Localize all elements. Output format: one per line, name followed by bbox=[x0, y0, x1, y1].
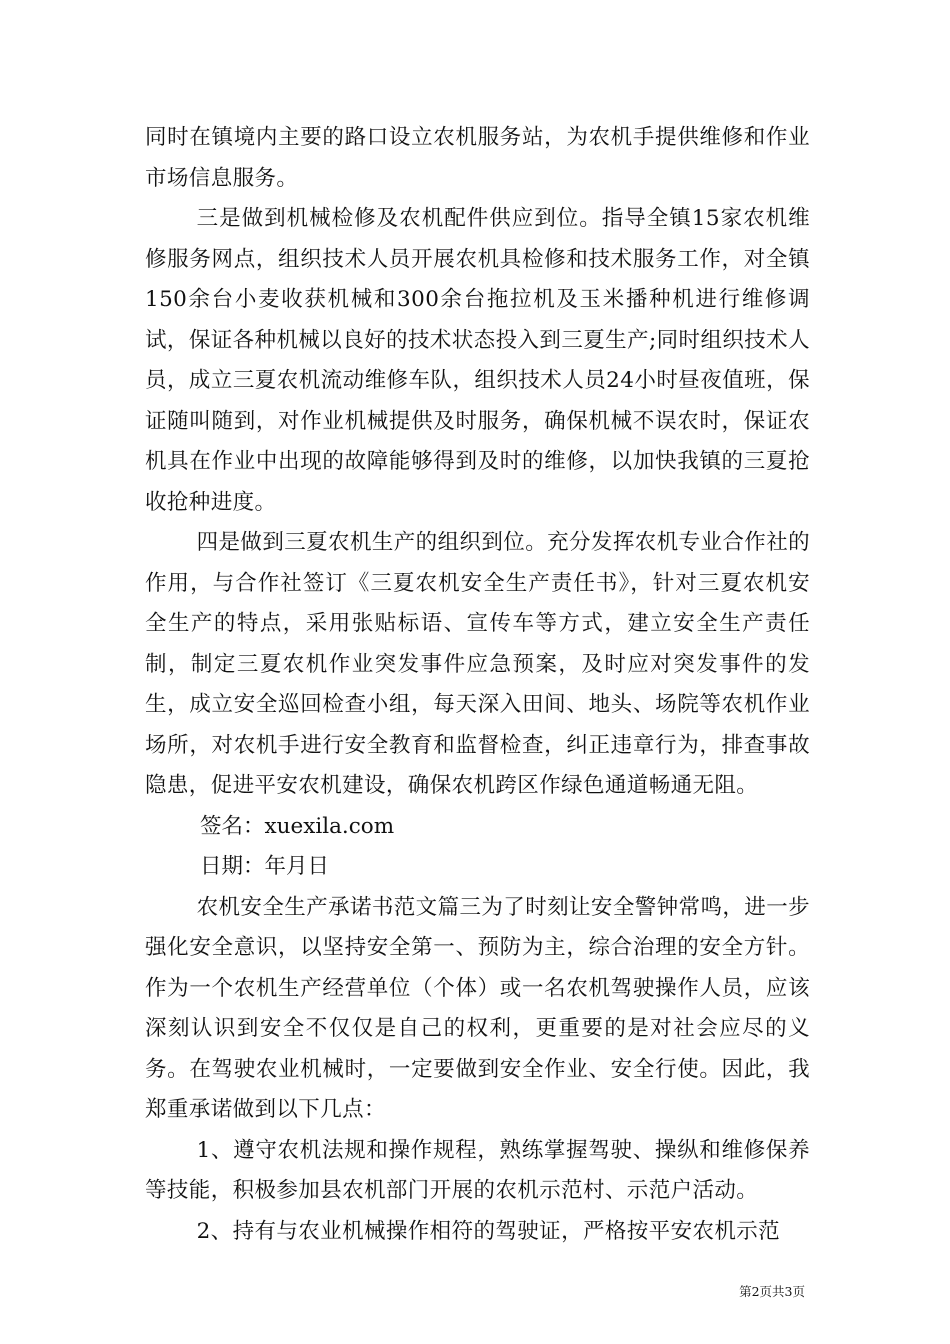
paragraph-pledge-item-2: 2、持有与农业机械操作相符的驾驶证，严格按平安农机示范 bbox=[196, 1218, 781, 1244]
paragraph-pledge-intro: 农机安全生产承诺书范文篇三为了时刻让安全警钟常鸣，进一步强化安全意识，以坚持安全第一、预防为主，综合治理的安全方针。作为一个农机生产经营单位（个体）或一名农机驾驶操作人员，应该深刻认识到安全不仅仅是自己的权利，更重要的是对社会应尽的义务。在驾驶农业机械时，一定要做到安全作业、安全行使。因此，我郑重承诺做到以下几点： bbox=[145, 894, 810, 1122]
page-number-footer: 第2页共3页 bbox=[739, 1284, 805, 1299]
date-line: 日期：年月日 bbox=[200, 854, 330, 879]
document-body bbox=[145, 118, 810, 1252]
paragraph-organization: 四是做到三夏农机生产的组织到位。充分发挥农机专业合作社的作用，与合作社签订《三夏农机安全生产责任书》，针对三夏农机安全生产的特点，采用张贴标语、宣传车等方式，建立安全生产责任制，制定三夏农机作业突发事件应急预案，及时应对突发事件的发生，成立安全巡回检查小组，每天深入田间、地头、场院等农机作业场所，对农机手进行安全教育和监督检查，纠正违章行为，排查事故隐患，促进平安农机建设，确保农机跨区作绿色通道畅通无阻。 bbox=[145, 530, 810, 798]
paragraph-continuation: 同时在镇境内主要的路口设立农机服务站，为农机手提供维修和作业市场信息服务。 bbox=[145, 125, 810, 191]
paragraph-maintenance: 三是做到机械检修及农机配件供应到位。指导全镇15家农机维修服务网点，组织技术人员开展农机具检修和技术服务工作，对全镇150余台小麦收获机械和300余台拖拉机及玉米播种机进行维修调试，保证各种机械以良好的技术状态投入到三夏生产;同时组织技术人员，成立三夏农机流动维修车队，组织技术人员24小时昼夜值班，保证随叫随到，对作业机械提供及时服务，确保机械不误农时，保证农机具在作业中出现的故障能够得到及时的维修，以加快我镇的三夏抢收抢种进度。 bbox=[145, 206, 810, 515]
paragraph-pledge-item-1: 1、遵守农机法规和操作规程，熟练掌握驾驶、操纵和维修保养等技能，积极参加县农机部门开展的农机示范村、示范户活动。 bbox=[145, 1137, 810, 1203]
signature-line: 签名：xuexila.com bbox=[200, 813, 395, 839]
